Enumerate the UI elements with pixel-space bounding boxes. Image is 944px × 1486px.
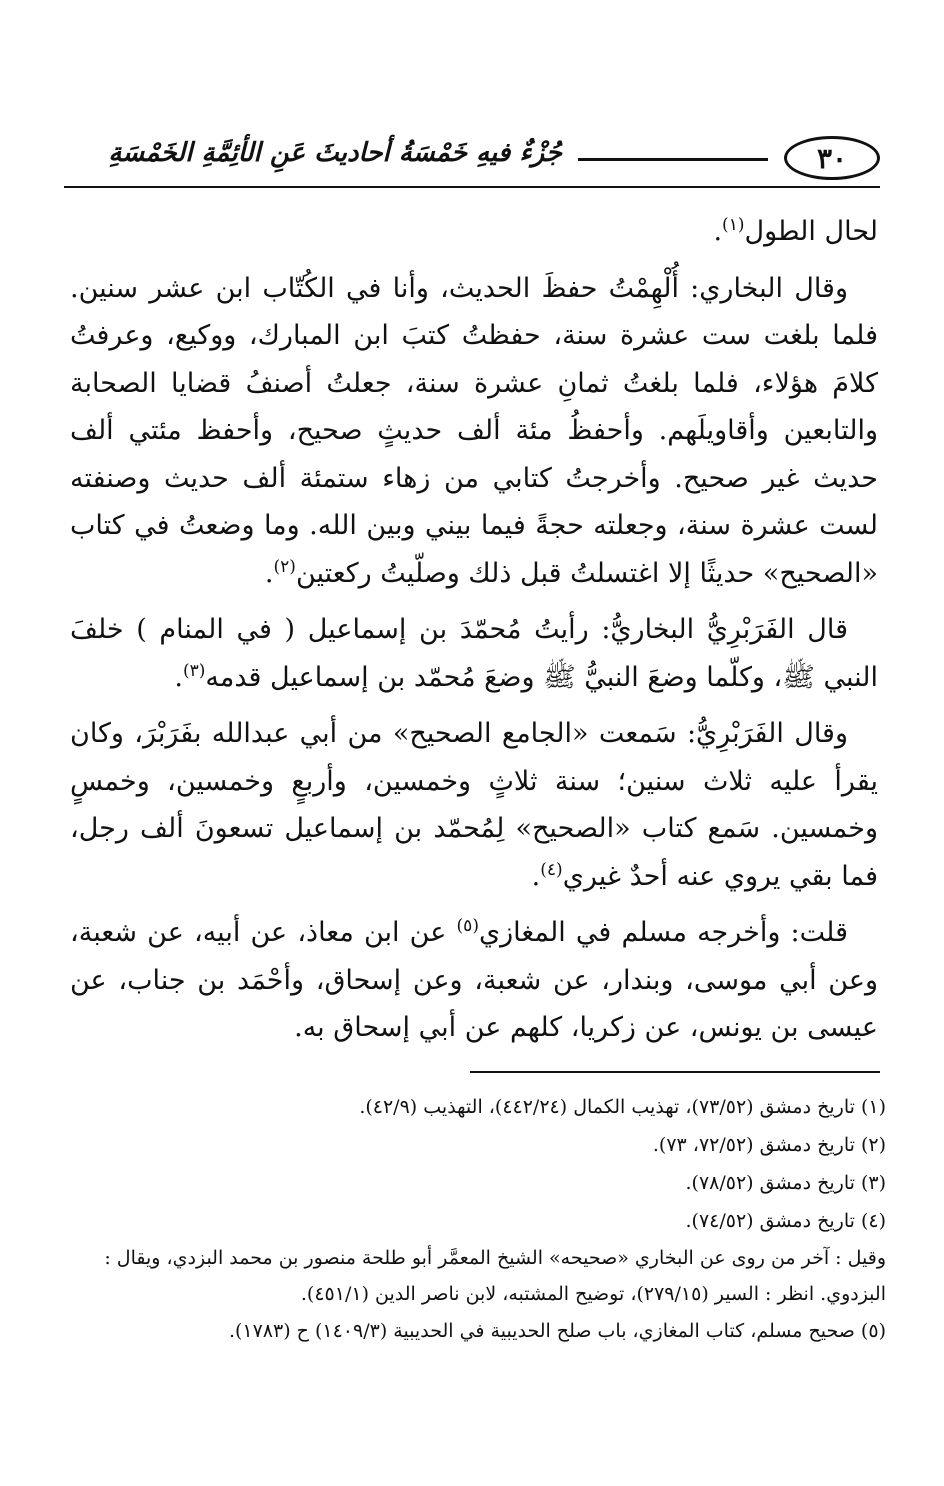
header-underline: [64, 186, 880, 188]
header-rule: [578, 158, 768, 161]
main-text: [70, 208, 878, 1052]
page-number: ٣٠: [816, 141, 848, 175]
page-number-badge: [784, 136, 880, 180]
footnote-ref: (٣): [182, 660, 206, 681]
paragraph: وقال البخاري: أُلْهِمْتُ حفظَ الحديث، وأنا في الكُتّاب ابن عشر سنين. فلما بلغت ست عشرة سنة، حفظتُ كتبَ ابن المبارك، ووكيع، وعرفتُ كلامَ هؤلاء، فلما بلغتُ ثمانِ عشرة سنة، جعلتُ أصنفُ قضايا الصحابة والتابعين وأقاويلَهم. وأحفظُ مئة ألف حديثٍ صحيح، وأحفظ مئتي ألف حديث غير صحيح. وأخرجتُ كتابي من زهاء ستمئة ألف حديث وصنفته لست عشرة سنة، وجعلته حجةً فيما بيني وبين الله. وما وضعتُ في كتاب «الصحيح» حديثًا إلا اغتسلتُ قبل ذلك وصلّيتُ ركعتين$^{(٢)}$.: [70, 272, 878, 589]
paragraph: قلت: وأخرجه مسلم في المغازي$^{(٥)}$ عن ابن معاذ، عن أبيه، عن شعبة، وعن أبي موسى، وبندار، عن شعبة، وعن إسحاق، وأحْمَد بن جناب، عن عيسى بن يونس، عن زكريا، كلهم عن أبي إسحاق به.: [70, 916, 878, 1043]
footnote-ref: (٤): [540, 859, 563, 880]
footnote-3: (٣) تاريخ دمشق (٧٨/٥٢).: [685, 1172, 886, 1194]
running-header: [64, 128, 880, 188]
footnote-4-note: وقيل : آخر من روى عن البخاري «صحيحه» الشيخ المعمَّر أبو طلحة منصور بن محمد البزدي، ويقال : البزدوي. انظر : السير (٢٧٩/١٥)، توضيح المشتبه، لابن ناصر الدين (٤٥١/١).: [104, 1247, 886, 1305]
footnote-5: (٥) صحيح مسلم، كتاب المغازي، باب صلح الحديبية في الحديبية (١٤٠٩/٣) ح (١٧٨٣).: [228, 1320, 886, 1342]
footnote-ref: (٢): [273, 556, 296, 577]
paragraph: وقال الفَرَبْرِيُّ: سَمعت «الجامع الصحيح» من أبي عبدالله بفَرَبْرَ، وكان يقرأ عليه ثلاث سنين؛ سنة ثلاثٍ وخمسين، وأربعٍ وخمسين، وخمسٍ وخمسين. سَمع كتاب «الصحيح» لِمُحمّد بن إسماعيل تسعونَ ألف رجل، فما بقي يروي عنه أحدٌ غيري$^{(٤)}$.: [70, 718, 878, 892]
footnote-4: (٤) تاريخ دمشق (٧٤/٥٢).: [685, 1210, 886, 1232]
footnote-ref: (٥): [456, 916, 479, 936]
footnotes: [80, 1088, 886, 1350]
running-title: جُزْءٌ فيهِ خَمْسَةُ أحاديثَ عَنِ الأئِمَّةِ الخَمْسَةِ: [108, 138, 562, 168]
footnote-2: (٢) تاريخ دمشق (٧٢/٥٢، ٧٣).: [652, 1134, 886, 1156]
paragraph: قال الفَرَبْرِيُّ البخاريُّ: رأيتُ مُحمّدَ بن إسماعيل ( في المنام ) خلفَ النبي ﷺ، وكلّما وضعَ النبيُّ ﷺ وضعَ مُحمّد بن إسماعيل قدمه$^{(٣)}$.: [70, 614, 878, 693]
paragraph-continuation: لحال الطول$^{(١)}$.: [713, 215, 878, 247]
footnote-ref: (١): [722, 215, 745, 235]
footnote-1: (١) تاريخ دمشق (٧٣/٥٢)، تهذيب الكمال (٤٤٢/٢٤)، التهذيب (٤٢/٩).: [359, 1096, 886, 1118]
footnote-separator: [470, 1071, 880, 1073]
